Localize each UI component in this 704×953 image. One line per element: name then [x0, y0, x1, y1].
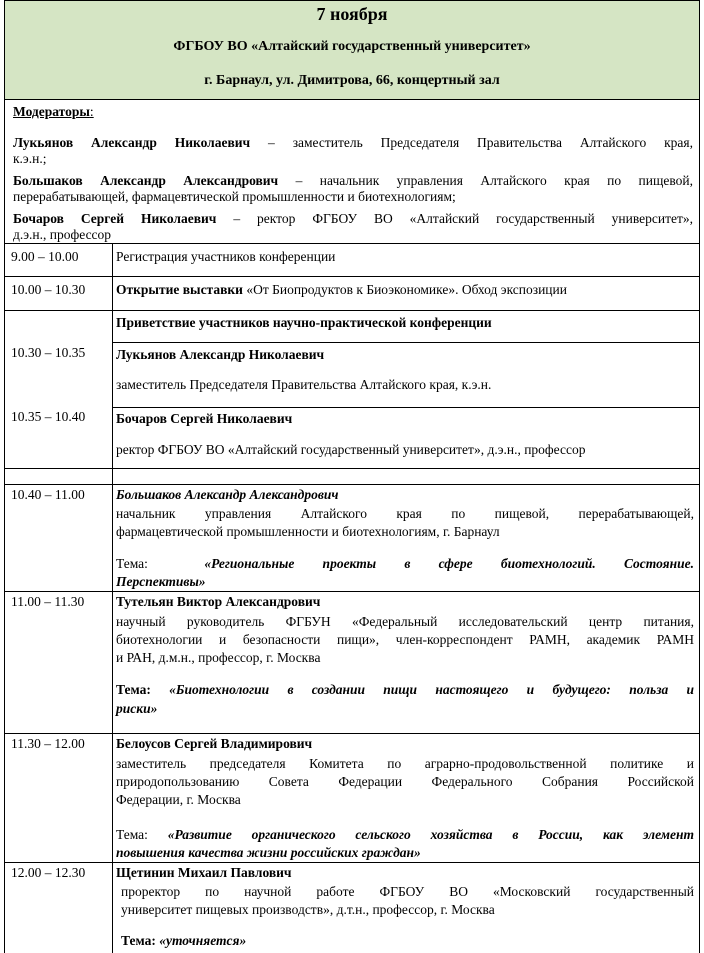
- day-header: [4, 0, 700, 100]
- speaker-role-cont: университет пищевых производств», д.т.н., профессор, г. Москва: [121, 902, 495, 917]
- speaker-name: Тутельян Виктор Александрович: [116, 594, 321, 609]
- speaker-role: начальник управления Алтайского края по пищевой, перерабатывающей,: [116, 506, 694, 521]
- row-divider: [112, 342, 699, 343]
- venue-organization: ФГБОУ ВО «Алтайский государственный университет»: [173, 39, 531, 54]
- speaker-role-cont: биотехнологии и безопасности пищи», член-корреспондент РАМН, академик РАМН: [116, 632, 694, 647]
- row-divider: [5, 484, 699, 485]
- topic-label: Тема:: [121, 933, 156, 948]
- row-divider: [112, 407, 699, 408]
- moderator-name: Бочаров Сергей Николаевич: [13, 211, 217, 226]
- moderator-item: [13, 173, 693, 205]
- row-divider: [5, 276, 699, 277]
- topic-label: Тема:: [116, 682, 151, 697]
- speaker-name: Белоусов Сергей Владимирович: [116, 736, 313, 751]
- greeting-speaker-role: заместитель Председателя Правительства Алтайского края, к.э.н.: [116, 377, 492, 392]
- topic-title: «Биотехнологии в создании пищи настоящего и будущего: польза и: [169, 682, 695, 697]
- time-exhibition: 10.00 – 10.30: [11, 282, 86, 297]
- moderator-name: Большаков Александр Александрович: [13, 173, 279, 188]
- time-talk-2: 11.00 – 11.30: [11, 594, 85, 609]
- time-greeting-2: 10.35 – 10.40: [11, 409, 86, 424]
- moderator-role-cont: перерабатывающей, фармацевтической промышленности и биотехнологиям;: [13, 189, 456, 204]
- time-talk-1: 10.40 – 11.00: [11, 487, 85, 502]
- day-date: 7 ноября: [316, 4, 388, 24]
- topic-label: Тема:: [116, 827, 148, 842]
- time-greeting-1: 10.30 – 10.35: [11, 345, 86, 360]
- moderator-role-cont: к.э.н.;: [13, 151, 47, 166]
- moderator-role: – заместитель Председателя Правительства Алтайского края,: [250, 135, 693, 150]
- row-divider: [5, 310, 699, 311]
- speaker-role-cont: природопользованию Совета Федерации Федерального Собрания Российской: [116, 774, 694, 789]
- topic-title-cont: повышения качества жизни российских граждан»: [116, 845, 421, 860]
- moderator-role: – ректор ФГБОУ ВО «Алтайский государственный университет»,: [216, 211, 693, 226]
- speaker-role-cont: Федерации, г. Москва: [116, 792, 241, 807]
- moderator-name: Лукьянов Александр Николаевич: [13, 135, 251, 150]
- exhibition-title: «От Биопродуктов к Биоэкономике». Обход экспозиции: [242, 282, 567, 297]
- talk-topic: [116, 827, 694, 843]
- moderator-role: – начальник управления Алтайского края по пищевой,: [278, 173, 693, 188]
- topic-label: Тема:: [116, 556, 148, 571]
- row-divider: [5, 862, 699, 863]
- topic-title-cont: Перспективы»: [116, 574, 206, 589]
- moderators-title: Модераторы:: [13, 104, 94, 119]
- topic-title: «Развитие органического сельского хозяйства в России, как элемент: [167, 827, 694, 842]
- column-divider: [112, 244, 113, 953]
- topic-title: «уточняется»: [159, 933, 247, 948]
- venue-address: г. Барнаул, ул. Димитрова, 66, концертный зал: [204, 73, 500, 88]
- moderator-item: [13, 211, 693, 243]
- speaker-name: Большаков Александр Александрович: [116, 487, 339, 502]
- row-divider: [5, 591, 699, 592]
- speaker-role-cont: и РАН, д.м.н., профессор, г. Москва: [116, 650, 321, 665]
- talk-topic: [116, 682, 694, 698]
- moderator-role-cont: д.э.н., профессор: [13, 227, 112, 242]
- row-divider: [5, 733, 699, 734]
- row-divider: [5, 468, 699, 469]
- time-talk-4: 12.00 – 12.30: [11, 865, 86, 880]
- greeting-speaker-role: ректор ФГБОУ ВО «Алтайский государственный университет», д.э.н., профессор: [116, 442, 586, 457]
- topic-title: «Региональные проекты в сфере биотехнологий. Состояние.: [204, 556, 694, 571]
- greeting-speaker-name: Лукьянов Александр Николаевич: [116, 347, 325, 362]
- speaker-role: проректор по научной работе ФГБОУ ВО «Московский государственный: [121, 884, 694, 899]
- speaker-role-cont: фармацевтической промышленности и биотехнологиям, г. Барнаул: [116, 524, 500, 539]
- topic-title-cont: риски»: [116, 701, 158, 716]
- registration-text: Регистрация участников конференции: [116, 249, 336, 264]
- speaker-name: Щетинин Михаил Павлович: [116, 865, 292, 880]
- greeting-title: Приветствие участников научно-практической конференции: [116, 315, 492, 330]
- talk-topic: [116, 556, 694, 572]
- exhibition-text: [116, 282, 694, 298]
- moderators-block: [4, 100, 700, 244]
- schedule-table: [4, 244, 700, 953]
- time-registration: 9.00 – 10.00: [11, 249, 79, 264]
- speaker-role: научный руководитель ФГБУН «Федеральный исследовательский центр питания,: [116, 614, 694, 629]
- greeting-speaker-name: Бочаров Сергей Николаевич: [116, 411, 293, 426]
- moderator-item: [13, 135, 693, 167]
- talk-topic: [121, 933, 694, 949]
- speaker-role: заместитель председателя Комитета по аграрно-продовольственной политике и: [116, 756, 694, 771]
- exhibition-label: Открытие выставки: [116, 282, 243, 297]
- time-talk-3: 11.30 – 12.00: [11, 736, 85, 751]
